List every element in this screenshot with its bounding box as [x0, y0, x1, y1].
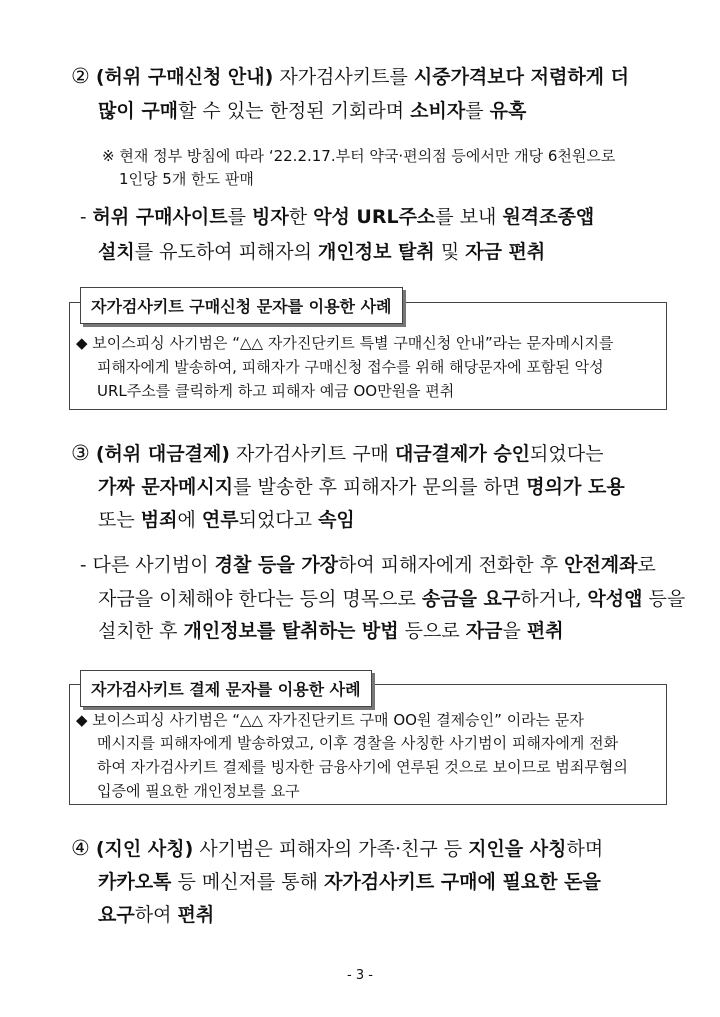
case-2-line-4: 입증에 필요한 개인정보를 요구	[97, 782, 300, 800]
section-2-line-1: ② (허위 구매신청 안내) 자가검사키트를 시중가격보다 저렴하게 더	[71, 64, 629, 88]
case-2-line-3: 하여 자가검사키트 결제를 빙자한 금융사기에 연루된 것으로 보이므로 범죄무혐의	[97, 758, 628, 776]
case-2-line-1: ◆ 보이스피싱 사기범은 “△△ 자가진단키트 구매 OO원 결제승인” 이라는 문자	[76, 711, 584, 729]
case-1-line-3: URL주소를 클릭하게 하고 피해자 예금 OO만원을 편취	[97, 382, 455, 400]
section-2-detail-2: 설치를 유도하여 피해자의 개인정보 탈취 및 자금 편취	[98, 241, 546, 263]
section-3-line-3: 또는 범죄에 연루되었다고 속임	[98, 509, 355, 531]
section-2-detail-1: - 허위 구매사이트를 빙자한 악성 URL주소를 보내 원격조종앱	[80, 206, 595, 228]
case-1-line-2: 피해자에게 발송하여, 피해자가 구매신청 접수를 위해 해당문자에 포함된 악성	[97, 358, 604, 376]
section-4-line-2: 카카오톡 등 메신저를 통해 자가검사키트 구매에 필요한 돈을	[98, 871, 601, 893]
section-3-line-2: 가짜 문자메시지를 발송한 후 피해자가 문의를 하면 명의가 도용	[98, 476, 625, 498]
section-2-line-2: 많이 구매할 수 있는 한정된 기회라며 소비자를 유혹	[98, 100, 527, 122]
section-4-line-3: 요구하여 편취	[98, 904, 215, 926]
section-3-detail-1: - 다른 사기범이 경찰 등을 가장하여 피해자에게 전화한 후 안전계좌로	[80, 554, 656, 576]
section-4-line-1: ④ (지인 사칭) 사기범은 피해자의 가족·친구 등 지인을 사칭하며	[71, 836, 604, 860]
note-line-2: 1인당 5개 한도 판매	[119, 170, 254, 188]
note-line-1: ※ 현재 정부 방침에 따라 ‘22.2.17.부터 약국·편의점 등에서만 개당 6천원으로	[102, 147, 616, 165]
section-3-line-1: ③ (허위 대금결제) 자가검사키트 구매 대금결제가 승인되었다는	[71, 441, 604, 465]
case-1-line-1: ◆ 보이스피싱 사기범은 “△△ 자가진단키트 특별 구매신청 안내”라는 문자메시지를	[76, 334, 614, 352]
case-box-1-title: 자가검사키트 구매신청 문자를 이용한 사례	[80, 287, 403, 324]
section-3-detail-3: 설치한 후 개인정보를 탈취하는 방법 등으로 자금을 편취	[98, 620, 564, 642]
section-number: ②	[71, 64, 90, 88]
case-box-2-title: 자가검사키트 결제 문자를 이용한 사례	[80, 670, 372, 707]
section-number: ③	[71, 441, 90, 465]
section-number: ④	[71, 836, 90, 860]
case-2-line-2: 메시지를 피해자에게 발송하였고, 이후 경찰을 사칭한 사기범이 피해자에게 전화	[97, 734, 619, 752]
section-3-detail-2: 자금을 이체해야 한다는 등의 명목으로 송금을 요구하거나, 악성앱 등을	[98, 588, 686, 610]
page-number: - 3 -	[347, 968, 373, 983]
